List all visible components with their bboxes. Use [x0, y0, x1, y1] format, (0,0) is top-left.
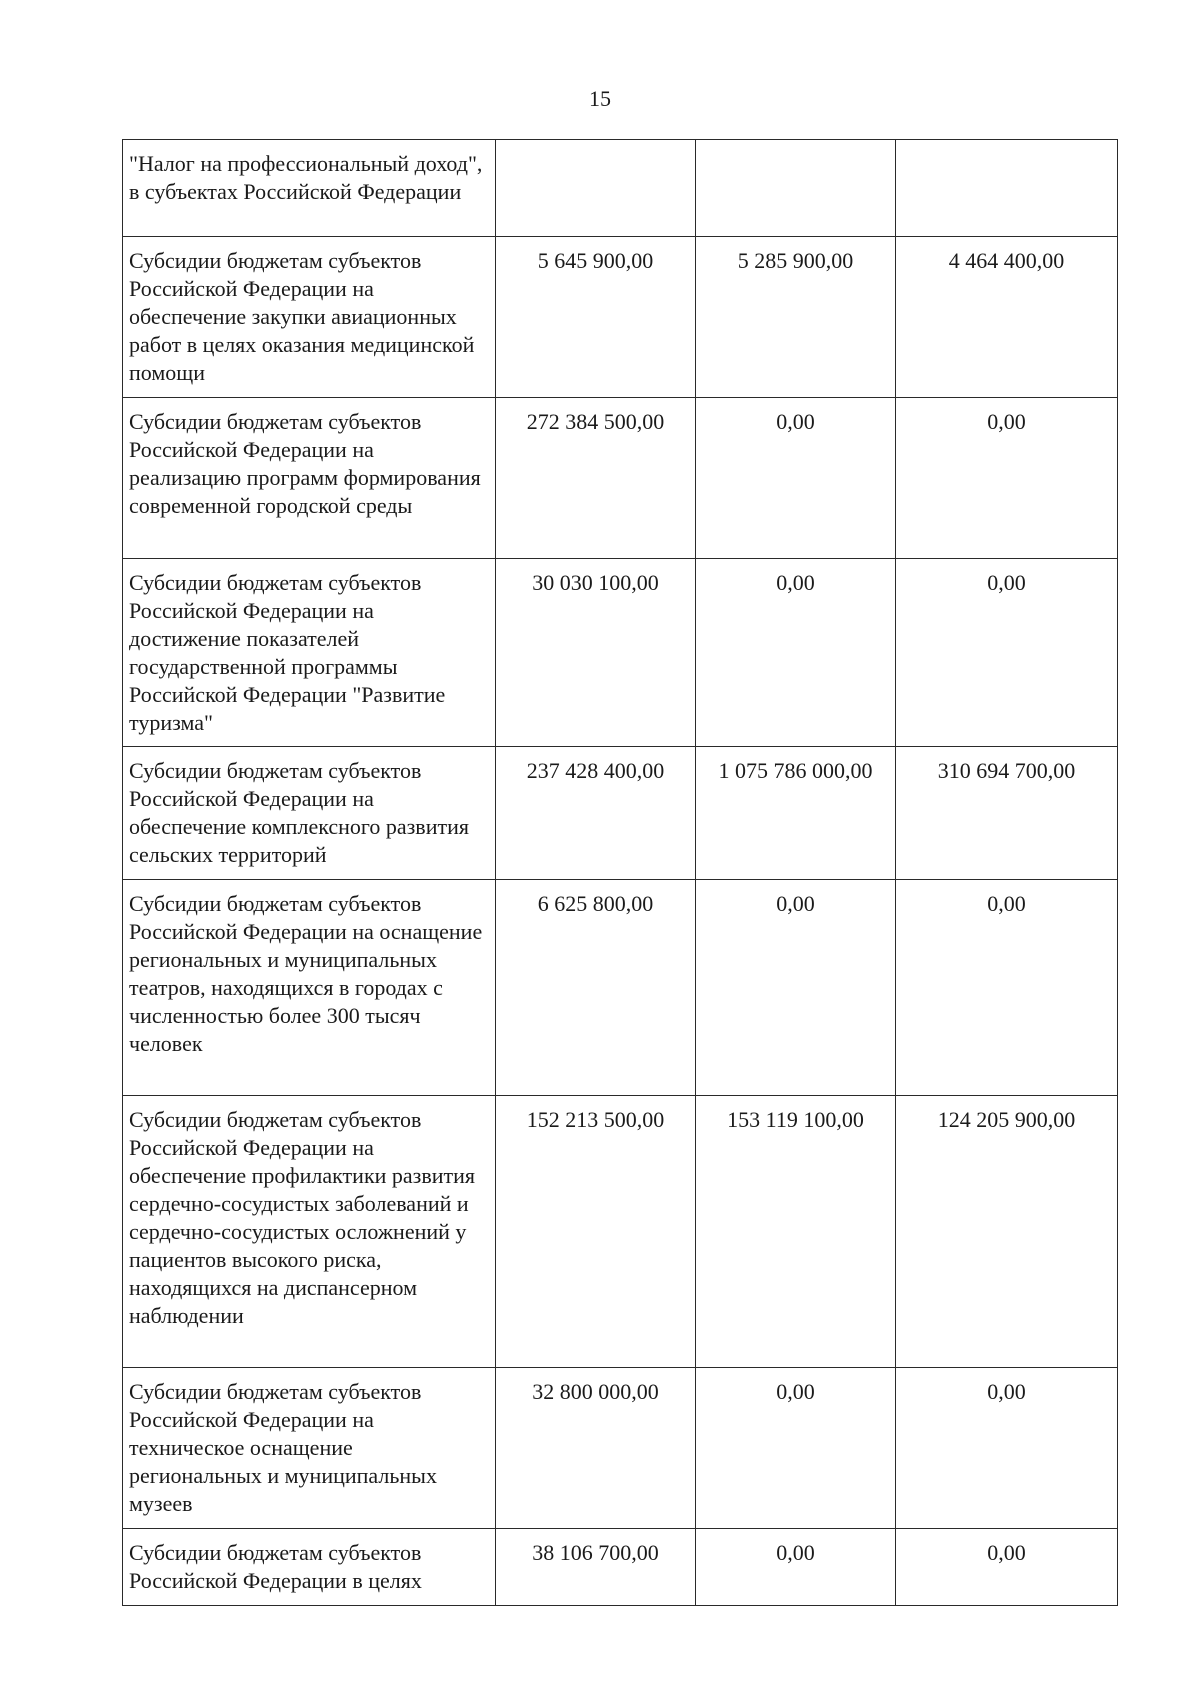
row-value-3: 0,00	[896, 559, 1118, 747]
budget-table	[122, 139, 1118, 1606]
row-value-1: 6 625 800,00	[496, 880, 696, 1096]
row-value-2: 5 285 900,00	[696, 237, 896, 398]
table-row	[123, 1529, 1118, 1606]
row-value-3: 0,00	[896, 1529, 1118, 1606]
row-value-3: 4 464 400,00	[896, 237, 1118, 398]
row-name: Субсидии бюджетам субъектов Российской Федерации на техническое оснащение региональных и муниципальных музеев	[123, 1368, 496, 1529]
row-name: Субсидии бюджетам субъектов Российской Федерации на оснащение региональных и муниципальных театров, находящихся в городах с численностью более 300 тысяч человек	[123, 880, 496, 1096]
row-value-2: 153 119 100,00	[696, 1096, 896, 1368]
row-name: Субсидии бюджетам субъектов Российской Федерации на обеспечение комплексного развития сельских территорий	[123, 747, 496, 880]
row-value-1: 32 800 000,00	[496, 1368, 696, 1529]
table-row	[123, 398, 1118, 559]
row-value-3: 310 694 700,00	[896, 747, 1118, 880]
row-value-3: 124 205 900,00	[896, 1096, 1118, 1368]
row-name: Субсидии бюджетам субъектов Российской Федерации на обеспечение профилактики развития сердечно-сосудистых заболеваний и сердечно-сосудистых осложнений у пациентов высокого риска, находящихся на диспансерном наблюдении	[123, 1096, 496, 1368]
row-name: Субсидии бюджетам субъектов Российской Федерации в целях	[123, 1529, 496, 1606]
row-value-2: 0,00	[696, 559, 896, 747]
row-value-2: 0,00	[696, 398, 896, 559]
row-name: Субсидии бюджетам субъектов Российской Федерации на реализацию программ формирования современной городской среды	[123, 398, 496, 559]
page-number: 15	[589, 86, 611, 111]
table-row	[123, 237, 1118, 398]
row-value-2: 0,00	[696, 1529, 896, 1606]
table-row	[123, 559, 1118, 747]
row-value-1: 30 030 100,00	[496, 559, 696, 747]
row-value-2	[696, 140, 896, 237]
row-value-1: 5 645 900,00	[496, 237, 696, 398]
row-value-2: 0,00	[696, 1368, 896, 1529]
table-row	[123, 1368, 1118, 1529]
row-value-3	[896, 140, 1118, 237]
table-row	[123, 747, 1118, 880]
row-name: "Налог на профессиональный доход", в субъектах Российской Федерации	[123, 140, 496, 237]
row-name: Субсидии бюджетам субъектов Российской Федерации на достижение показателей государственной программы Российской Федерации "Развитие туризма"	[123, 559, 496, 747]
table-row	[123, 880, 1118, 1096]
row-value-3: 0,00	[896, 398, 1118, 559]
row-value-1: 152 213 500,00	[496, 1096, 696, 1368]
table-row	[123, 1096, 1118, 1368]
row-name: Субсидии бюджетам субъектов Российской Федерации на обеспечение закупки авиационных работ в целях оказания медицинской помощи	[123, 237, 496, 398]
row-value-1	[496, 140, 696, 237]
row-value-3: 0,00	[896, 1368, 1118, 1529]
row-value-1: 272 384 500,00	[496, 398, 696, 559]
row-value-3: 0,00	[896, 880, 1118, 1096]
row-value-2: 0,00	[696, 880, 896, 1096]
row-value-1: 38 106 700,00	[496, 1529, 696, 1606]
table-row	[123, 140, 1118, 237]
row-value-1: 237 428 400,00	[496, 747, 696, 880]
row-value-2: 1 075 786 000,00	[696, 747, 896, 880]
